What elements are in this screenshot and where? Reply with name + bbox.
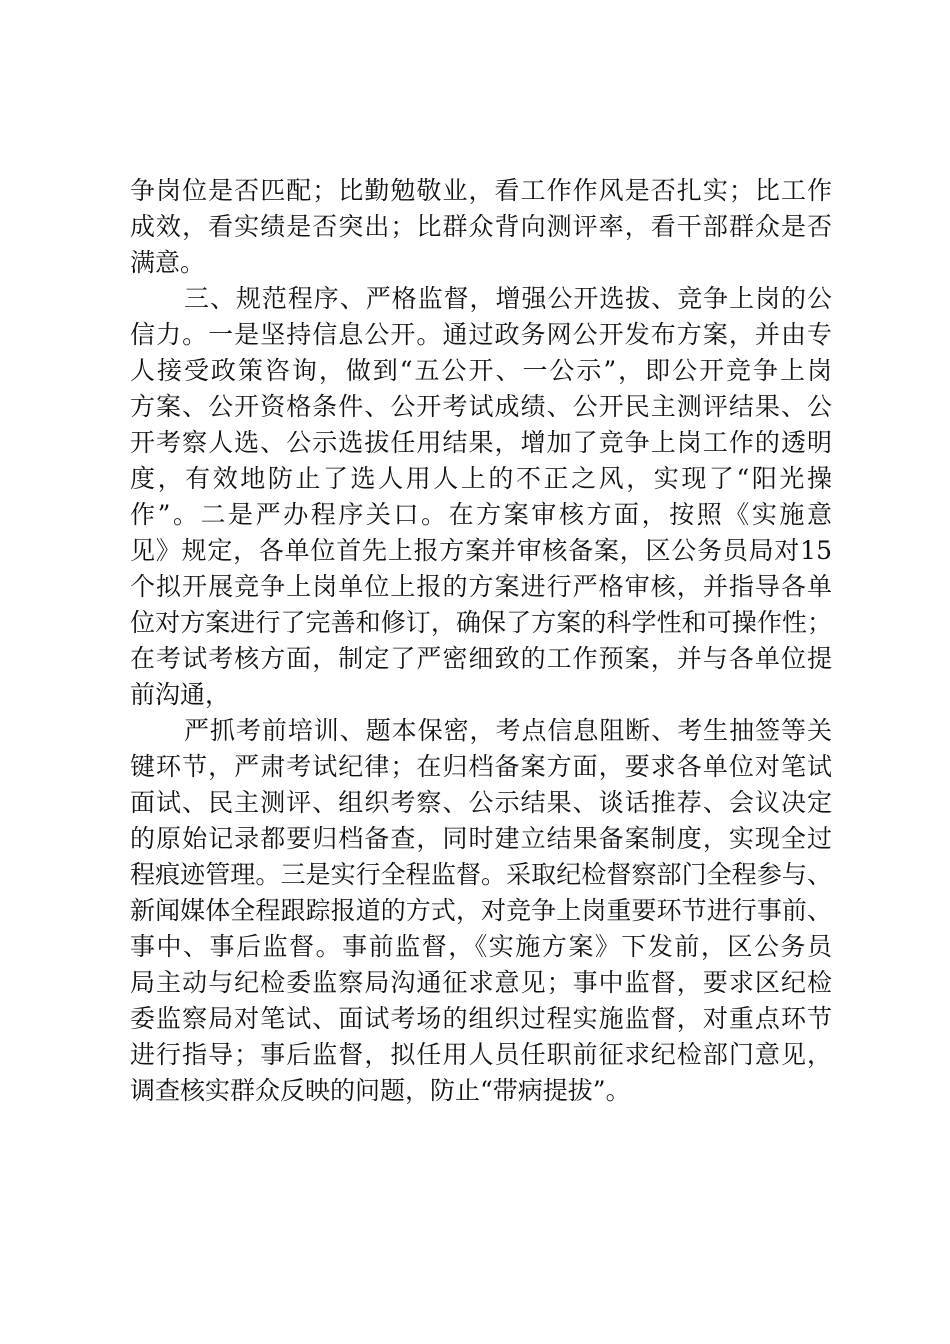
text-line: 调查核实群众反映的问题，防止“带病提拔”。 bbox=[130, 1076, 631, 1105]
text-line: 信力。一是坚持信息公开。通过政务网公开发布方案，并由专 bbox=[130, 320, 832, 349]
text-line: 的原始记录都要归档备查，同时建立结果备案制度，实现全过 bbox=[130, 824, 832, 853]
text-line: 面试、民主测评、组织考察、公示结果、谈话推荐、会议决定 bbox=[130, 788, 832, 817]
paragraph bbox=[130, 281, 832, 713]
document-body bbox=[130, 173, 832, 1109]
text-line: 三、规范程序、严格监督，增强公开选拔、竞争上岗的公 bbox=[184, 284, 832, 313]
text-line: 前沟通， bbox=[130, 680, 231, 709]
text-line: 键环节，严肃考试纪律；在归档备案方面，要求各单位对笔试 bbox=[130, 752, 832, 781]
paragraph bbox=[130, 173, 832, 281]
text-line: 争岗位是否匹配；比勤勉敬业，看工作作风是否扎实；比工作 bbox=[130, 176, 832, 205]
text-line: 作”。二是严办程序关口。在方案审核方面，按照《实施意 bbox=[130, 500, 832, 529]
text-line: 方案、公开资格条件、公开考试成绩、公开民主测评结果、公 bbox=[130, 392, 832, 421]
text-line: 度，有效地防止了选人用人上的不正之风，实现了“阳光操 bbox=[130, 464, 832, 493]
text-line: 开考察人选、公示选拔任用结果，增加了竞争上岗工作的透明 bbox=[130, 428, 832, 457]
text-line: 委监察局对笔试、面试考场的组织过程实施监督，对重点环节 bbox=[130, 1004, 832, 1033]
text-line: 事中、事后监督。事前监督，《实施方案》下发前，区公务员 bbox=[130, 932, 832, 961]
paragraph bbox=[130, 713, 832, 1109]
text-line: 进行指导；事后监督，拟任用人员任职前征求纪检部门意见， bbox=[130, 1040, 832, 1069]
text-line: 成效，看实绩是否突出；比群众背向测评率，看干部群众是否 bbox=[130, 212, 832, 241]
text-line: 见》规定，各单位首先上报方案并审核备案，区公务员局对15 bbox=[130, 536, 832, 565]
text-line: 位对方案进行了完善和修订，确保了方案的科学性和可操作性； bbox=[130, 608, 832, 637]
text-line: 局主动与纪检委监察局沟通征求意见；事中监督，要求区纪检 bbox=[130, 968, 832, 997]
text-line: 在考试考核方面，制定了严密细致的工作预案，并与各单位提 bbox=[130, 644, 832, 673]
text-line: 人接受政策咨询，做到“五公开、一公示”，即公开竞争上岗 bbox=[130, 356, 832, 385]
text-line: 个拟开展竞争上岗单位上报的方案进行严格审核，并指导各单 bbox=[130, 572, 832, 601]
text-line: 程痕迹管理。三是实行全程监督。采取纪检督察部门全程参与、 bbox=[130, 860, 832, 889]
text-line: 新闻媒体全程跟踪报道的方式，对竞争上岗重要环节进行事前、 bbox=[130, 896, 832, 925]
text-line: 满意。 bbox=[130, 248, 206, 277]
text-line: 严抓考前培训、题本保密，考点信息阻断、考生抽签等关 bbox=[184, 716, 832, 745]
